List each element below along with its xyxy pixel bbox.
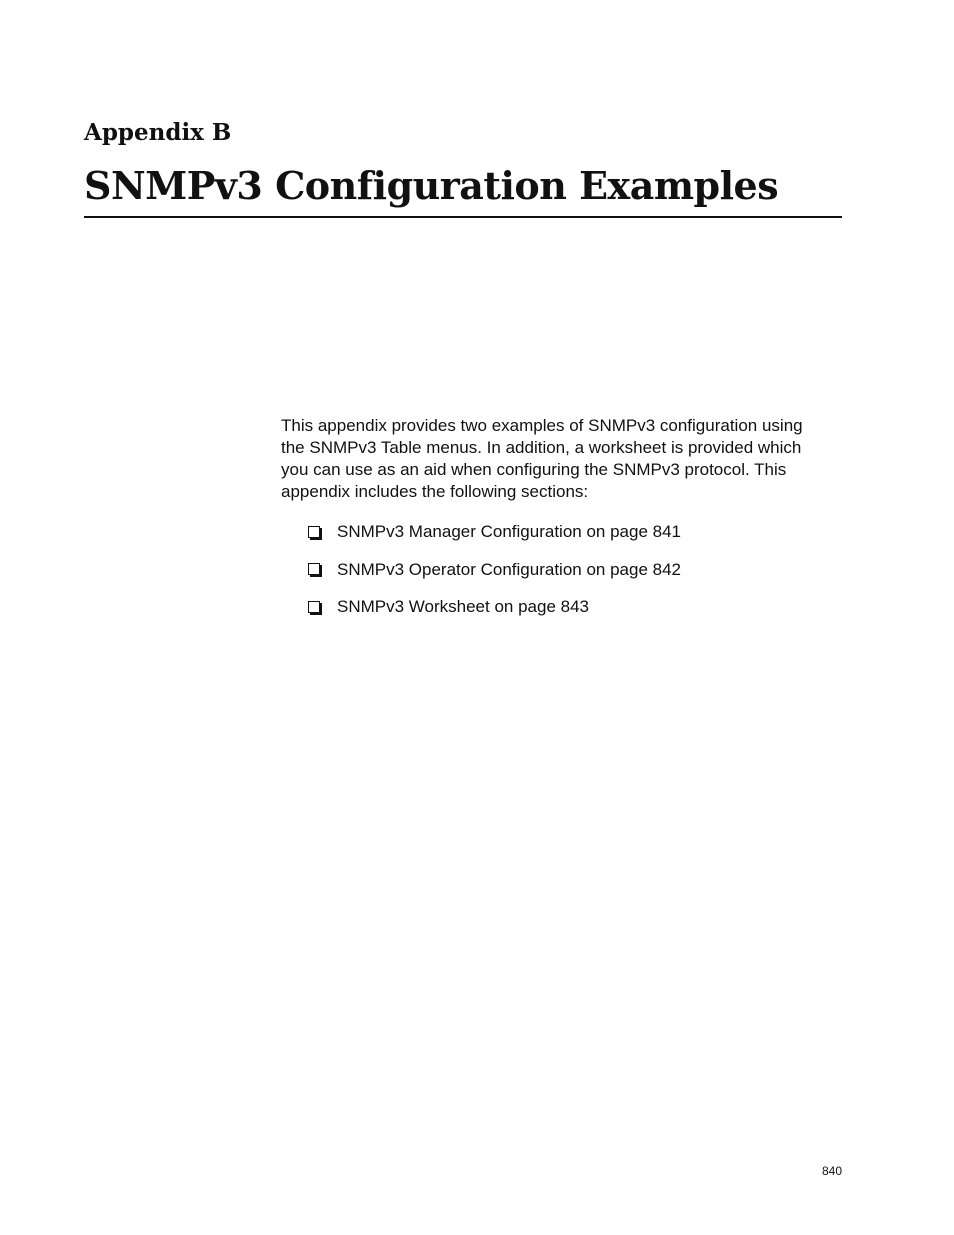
checkbox-bullet-icon <box>308 601 320 613</box>
page-number: 840 <box>821 1164 842 1178</box>
title-underline <box>84 216 842 218</box>
list-item[interactable] <box>308 521 681 543</box>
checkbox-bullet-icon <box>308 526 320 538</box>
appendix-label: Appendix B <box>84 119 232 146</box>
section-list <box>308 521 681 634</box>
checkbox-bullet-icon <box>308 563 320 575</box>
list-item-label[interactable]: SNMPv3 Worksheet on page 843 <box>337 597 589 616</box>
list-item-label[interactable]: SNMPv3 Operator Configuration on page 842 <box>337 559 681 579</box>
list-item-label[interactable]: SNMPv3 Manager Configuration on page 841 <box>337 522 681 541</box>
list-item[interactable] <box>308 596 681 618</box>
chapter-title: SNMPv3 Configuration Examples <box>84 163 779 208</box>
intro-paragraph: This appendix provides two examples of SNMPv3 configuration using the SNMPv3 Table menus. In addition, a worksheet is provided which you can use as an aid when configuring the SNMPv3 protocol. This appendix includes the following sections: <box>281 416 803 501</box>
list-item[interactable] <box>308 559 681 581</box>
